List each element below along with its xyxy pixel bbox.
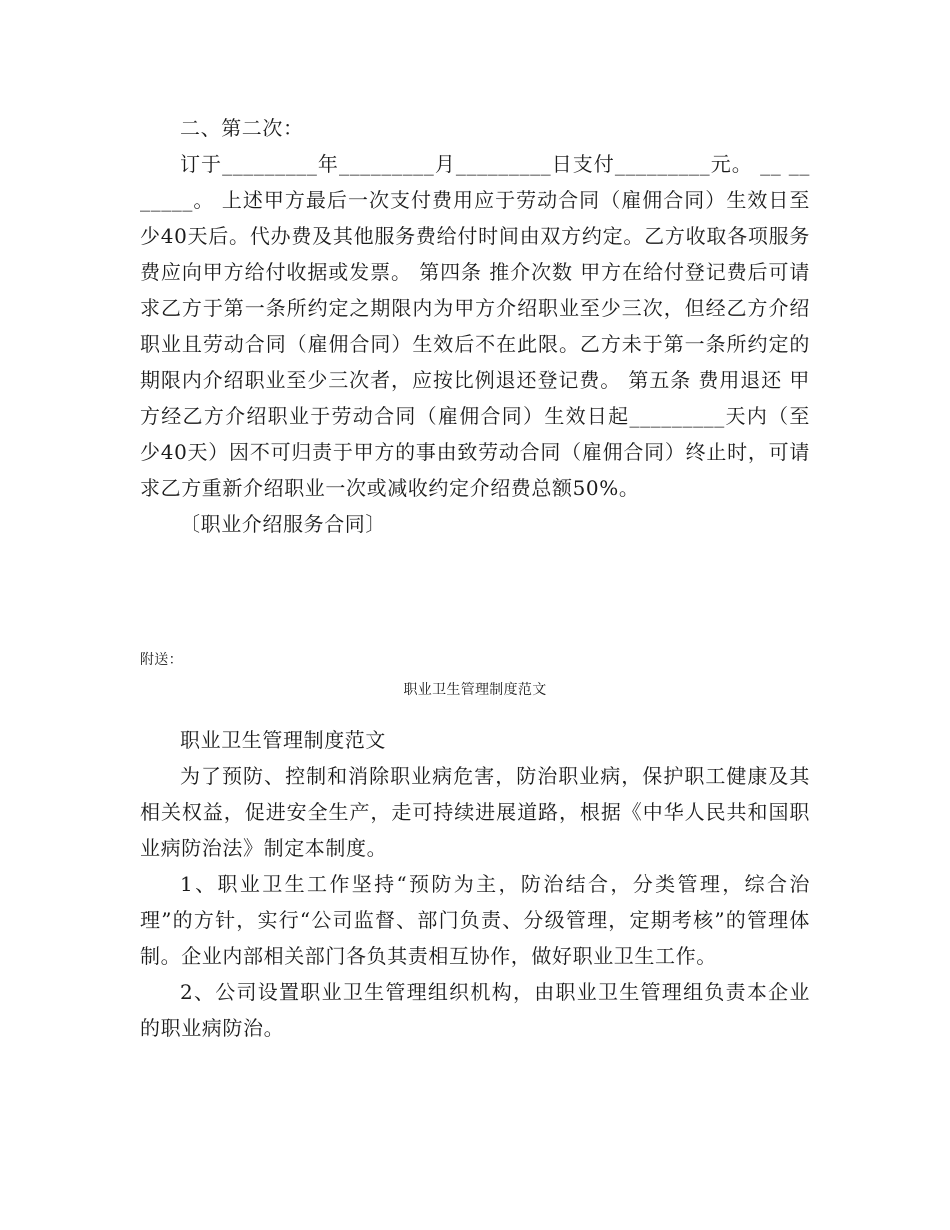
section-heading: 二、第二次：: [180, 116, 304, 140]
regulation-intro-paragraph: 为了预防、控制和消除职业病危害，防治职业病，保护职工健康及其相关权益，促进安全生产，走可持续进展道路，根据《中华人民共和国职业病防治法》制定本制度。: [140, 764, 810, 860]
contract-name-footer: 〔职业介绍服务合同〕: [180, 512, 386, 536]
appendix-label: 附送：: [140, 652, 183, 668]
regulation-item-2: 2、公司设置职业卫生管理组织机构，由职业卫生管理组负责本企业的职业病防治。: [140, 980, 810, 1040]
contract-body-paragraph: 订于_________年_________月_________日支付_________元。 __ _______。 上述甲方最后一次支付费用应于劳动合同（雇佣合同）生效日至少40天后。代办费及其他服务费给付时间由双方约定。乙方收取各项服务费应向甲方给付收据或发票。 第四条 推介次数 甲方在给付登记费后可请求乙方于第一条所约定之期限内为甲方介绍职业至少三次，但经乙方介绍职业且劳动合同（雇佣合同）生效后不在此限。乙方未于第一条所约定的期限内介绍职业至少三次者，应按比例退还登记费。 第五条 费用退还 甲方经乙方介绍职业于劳动合同（雇佣合同）生效日起_________天内（至少40天）因不可归责于甲方的事由致劳动合同（雇佣合同）终止时，可请求乙方重新介绍职业一次或减收约定介绍费总额50%。: [140, 152, 810, 500]
regulation-item-1: 1、职业卫生工作坚持“预防为主，防治结合，分类管理，综合治理”的方针，实行“公司监督、部门负责、分级管理，定期考核”的管理体制。企业内部相关部门各负其责相互协作，做好职业卫生工作。: [140, 872, 810, 968]
appendix-title: 职业卫生管理制度范文: [403, 682, 547, 698]
appendix-label-block: [140, 650, 810, 670]
contract-section: [140, 110, 810, 542]
regulation-section: [140, 722, 810, 1046]
regulation-heading: 职业卫生管理制度范文: [180, 728, 386, 752]
appendix-title-block: [140, 680, 810, 700]
